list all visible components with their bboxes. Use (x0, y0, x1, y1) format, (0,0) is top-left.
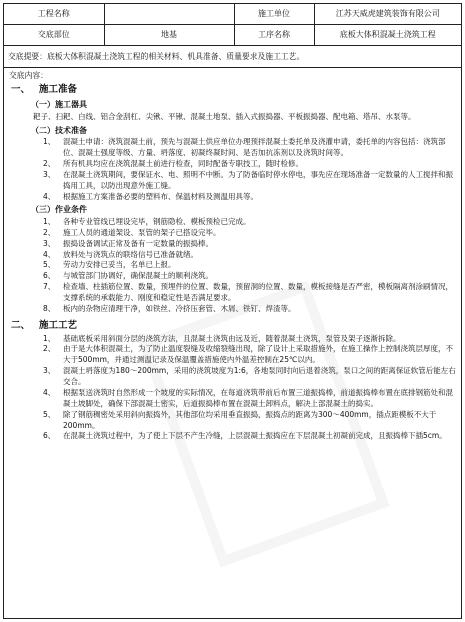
list-item (9, 344, 456, 366)
list-item (9, 137, 456, 159)
item-text: 放料处与浇筑点的联络信号已准备就绪。 (63, 249, 198, 259)
item-number: 3、 (43, 238, 56, 248)
item-number: 4、 (43, 191, 56, 201)
summary-row (4, 46, 461, 68)
part-label: 交底部位 (4, 25, 104, 46)
content-label: 交底内容： (9, 71, 48, 80)
item-text: 在混凝土浇筑期间，要保证水、电、照明不中断。为了防备临时停水停电，事先应在现场准备一定数量的人工搅拌和振捣用工具，以防出现意外施工缝。 (63, 169, 453, 190)
item-text: 所有机具均应在浇筑混凝土前进行检查，同时配备专职技工，随时检修。 (63, 158, 303, 168)
item-text: 施工人员的通道架设、泵管的架子已搭设完毕。 (63, 227, 221, 237)
section-heading (9, 319, 456, 333)
project-label: 工程名称 (4, 4, 104, 25)
item-text: 检查墙、柱插筋位置、数量，预埋件的位置、数量，预留洞的位置、数量，模板接缝是否严密，模板隔离剂涂刷情况，支撑系统的承载能力、刚度和稳定性是否满足要求。 (63, 282, 453, 303)
subsection-title: （三）作业条件 (31, 205, 87, 215)
item-text: 混凝土申请：浇筑混凝土前，预先与混凝土供应单位办理预拌混凝土委托单及浇灌申请，委托单的内容包括：浇筑部位、混凝土强度等级、方量、坍落度、初凝终凝时间、是否加抗冻剂以及浇筑时间等。 (63, 137, 446, 157)
item-text: 基础底板采用斜面分层的浇筑方法，且混凝土浇筑由远及近，随着混凝土浇筑，泵管及架子逐渐拆除。 (63, 333, 401, 343)
list-item (9, 250, 456, 261)
list-item (9, 334, 456, 345)
section-title: 施工工艺 (39, 319, 78, 331)
list-item (9, 410, 456, 432)
section-number: 一、 (11, 84, 31, 96)
item-number: 4、 (43, 387, 56, 397)
item-text: 振捣设备调试正常及备有一定数量的振捣棒。 (63, 238, 213, 248)
list-item (9, 217, 456, 228)
unit-label: 施工单位 (234, 4, 314, 25)
list-item (9, 431, 456, 442)
item-number: 6、 (43, 431, 56, 441)
section-title: 施工准备 (39, 84, 78, 96)
work-conditions-list (9, 217, 456, 315)
item-text: 根据施工方案准备必要的塑料布、保温材料及测温用具等。 (63, 191, 258, 201)
item-number: 1、 (43, 333, 56, 343)
item-text: 由于是大体积混凝土，为了防止温度裂缝及收缩裂缝出现，除了设计上采取措施外，在施工操作上控制浇筑层厚度，不大于500mm，并通过测温记录及保温覆盖措施使内外温差控制在25℃以内。 (63, 344, 453, 365)
item-number: 5、 (43, 260, 56, 270)
summary-label: 交底提要： (8, 52, 47, 61)
list-item (9, 228, 456, 239)
tech-prep-list (9, 137, 456, 202)
process-label: 工序名称 (234, 25, 314, 46)
item-number: 2、 (43, 344, 56, 354)
list-item (9, 282, 456, 304)
list-item (9, 159, 456, 170)
list-item (9, 260, 456, 271)
tools-paragraph: 耙子、扫耙、白线、铝合金刮杠、尖锹、平锹、混凝土地泵、插入式振捣器、平板振捣器、配电箱、塔吊、水泵等。 (33, 111, 416, 121)
item-number: 3、 (43, 169, 56, 179)
item-text: 混凝土坍落度为180～200mm，采用的浇筑坡度为1:6，各地泵同时向后退着浇筑，泵口之间的距离保证软管后能左右交合。 (63, 366, 456, 387)
list-item (9, 239, 456, 250)
header-table (4, 4, 461, 46)
item-number: 2、 (43, 158, 56, 168)
list-item (9, 271, 456, 282)
section-heading (9, 83, 456, 97)
item-text: 在混凝土浇筑过程中，为了使上下层不产生冷缝，上层混凝土振捣应在下层混凝土初凝前完成，且振捣棒下插5cm。 (63, 431, 447, 441)
item-text: 与城管部门协调好，确保混凝土的顺利浇筑。 (63, 271, 213, 281)
item-number: 4、 (43, 249, 56, 259)
content-area (4, 68, 461, 442)
part-value: 地基 (104, 25, 234, 46)
subsection-title: （二）技术准备 (31, 125, 87, 135)
list-item (9, 192, 456, 203)
item-number: 2、 (43, 227, 56, 237)
item-number: 6、 (43, 271, 56, 281)
process-list (9, 334, 456, 443)
list-item (9, 366, 456, 388)
list-item (9, 304, 456, 315)
item-number: 7、 (43, 282, 56, 292)
project-value (104, 4, 234, 25)
item-text: 各种专业管线已埋设完毕，钢筋隐检、模板预检已完成。 (63, 216, 251, 226)
section-number: 二、 (11, 319, 31, 331)
item-text: 根据泵送浇筑时自然形成一个坡度的实际情况，在每道浇筑带前后布置三道振捣棒，前道振捣棒布置在底排钢筋处和混凝土坡脚处，确保下部混凝土密实，后道振捣棒布置在混凝土卸料点，解决上部混凝土的捣实。 (63, 387, 453, 408)
list-item (9, 388, 456, 410)
item-text: 除了钢筋稠密处采用斜向振捣外，其他部位均采用垂直振捣，振捣点的距离为300～400mm，插点距模板不大于200mm。 (63, 409, 437, 430)
subsection-title: （一）施工器具 (31, 100, 87, 110)
unit-value: 江苏天威虎建筑装饰有限公司 (314, 4, 461, 25)
item-text: 板内的杂物应清理干净，如铁丝、冷挤压套管、木屑、铁钉、焊渣等。 (63, 303, 296, 313)
item-text: 劳动力安排已妥当，名单已上报。 (63, 260, 176, 270)
process-value: 底板大体积混凝土浇筑工程 (314, 25, 461, 46)
item-number: 8、 (43, 303, 56, 313)
item-number: 5、 (43, 409, 56, 419)
summary-value: 底板大体积混凝土浇筑工程的相关材料、机具准备、质量要求及施工工艺。 (46, 52, 305, 61)
item-number: 1、 (43, 137, 56, 147)
list-item (9, 170, 456, 192)
disclosure-sheet (3, 3, 462, 619)
item-number: 1、 (43, 216, 56, 226)
item-number: 3、 (43, 366, 56, 376)
